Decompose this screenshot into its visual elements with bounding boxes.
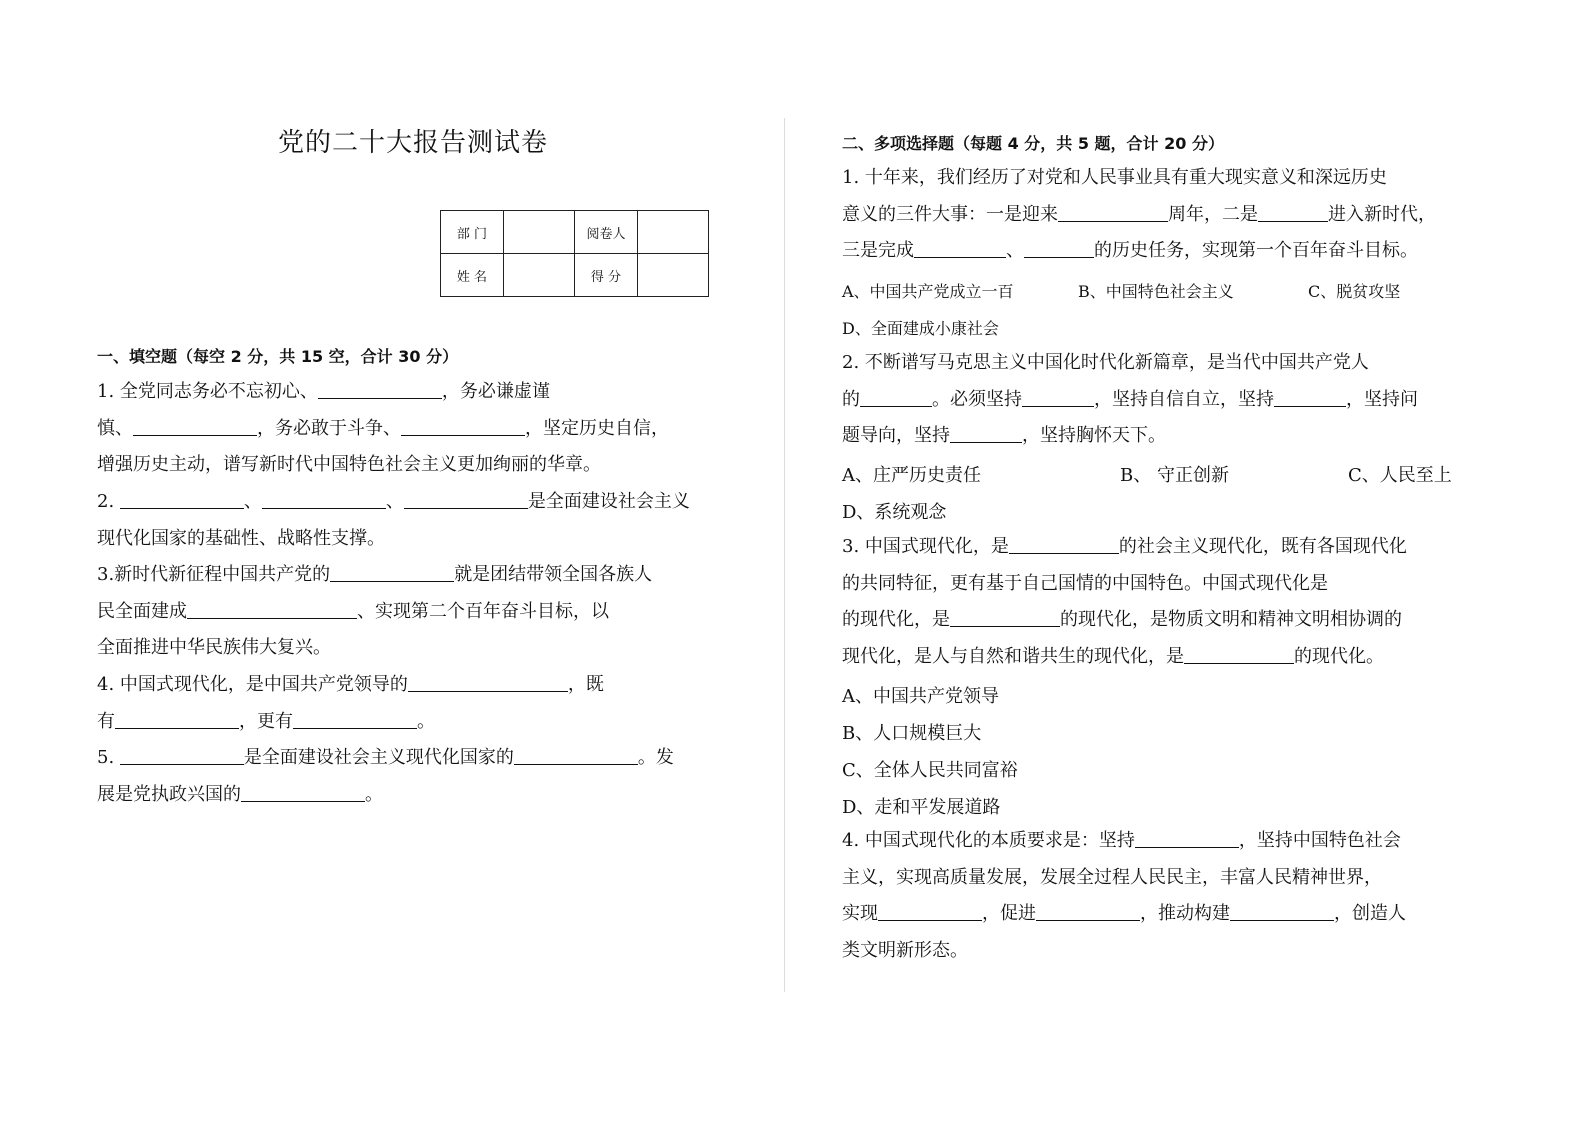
blank[interactable] <box>1009 533 1119 554</box>
choice-question-4: 4. 中国式现代化的本质要求是：坚持 ，坚持中国特色社会 主义，实现高质量发展，发展全过程人民民主，丰富人民精神世界， 实现 ，促进 ，推动构建 ，创造人 类文明新形态。 <box>842 823 1474 969</box>
blank[interactable] <box>120 488 244 509</box>
q3-option-c[interactable]: C、全体人民共同富裕 <box>842 760 1018 781</box>
q1-option-d[interactable]: D、全面建成小康社会 <box>842 319 999 338</box>
q3-option-b[interactable]: B、人口规模巨大 <box>842 723 982 744</box>
blank[interactable] <box>115 708 239 729</box>
blank[interactable] <box>1258 201 1328 222</box>
dept-label: 部 门 <box>441 211 504 254</box>
dept-field[interactable] <box>504 211 575 254</box>
reviewer-field[interactable] <box>638 211 709 254</box>
score-field[interactable] <box>638 254 709 297</box>
blank[interactable] <box>293 708 417 729</box>
blank[interactable] <box>1036 900 1140 921</box>
choice-question-3: 3. 中国式现代化，是 的社会主义现代化，既有各国现代化 的共同特征，更有基于自己国情的中国特色。中国式现代化是 的现代化，是 的现代化，是物质文明和精神文明相协调的 现代化，是人与自然和谐共生的现代化，是 的现代化。 <box>842 529 1474 675</box>
blank[interactable] <box>330 561 454 582</box>
page-title: 党的二十大报告测试卷 <box>277 128 548 158</box>
fill-question-3: 3.新时代新征程中国共产党的 就是团结带领全国各族人 民全面建成 、实现第二个百年奋斗目标，以 全面推进中华民族伟大复兴。 <box>97 557 729 667</box>
fill-question-5: 5. 是全面建设社会主义现代化国家的 。发 展是党执政兴国的 。 <box>97 740 729 813</box>
blank[interactable] <box>1230 900 1334 921</box>
q1-option-a[interactable]: A、中国共产党成立一百 <box>842 282 1014 301</box>
blank[interactable] <box>514 744 638 765</box>
choice-question-2: 2. 不断谱写马克思主义中国化时代化新篇章，是当代中国共产党人 的 。必须坚持 ，坚持自信自立，坚持 ，坚持问 题导向，坚持 ，坚持胸怀天下。 <box>842 352 1418 446</box>
blank[interactable] <box>133 415 257 436</box>
blank[interactable] <box>1024 237 1094 258</box>
section2-heading: 二、多项选择题（每题 4 分，共 5 题，合计 20 分） <box>842 134 1224 153</box>
reviewer-label: 阅卷人 <box>575 211 638 254</box>
fill-question-4: 4. 中国式现代化，是中国共产党领导的 ，既 有 ，更有 。 <box>97 667 729 740</box>
choice-question-1: 1. 十年来，我们经历了对党和人民事业具有重大现实意义和深远历史 意义的三件大事：一是迎来 周年，二是 进入新时代， 三是完成 、 的历史任务，实现第一个百年奋斗目标。 <box>842 167 1436 261</box>
blank[interactable] <box>950 606 1060 627</box>
q3-option-a[interactable]: A、中国共产党领导 <box>842 686 999 707</box>
score-label: 得 分 <box>575 254 638 297</box>
blank[interactable] <box>1022 386 1094 407</box>
blank[interactable] <box>950 422 1022 443</box>
blank[interactable] <box>408 671 568 692</box>
q2-option-a[interactable]: A、庄严历史责任 <box>842 465 981 486</box>
name-label: 姓 名 <box>441 254 504 297</box>
blank[interactable] <box>914 237 1006 258</box>
q3-option-d[interactable]: D、走和平发展道路 <box>842 797 1001 818</box>
q2-option-d[interactable]: D、系统观念 <box>842 502 947 523</box>
q1-option-c[interactable]: C、脱贫攻坚 <box>1308 282 1401 301</box>
blank[interactable] <box>404 488 528 509</box>
blank[interactable] <box>878 900 982 921</box>
blank[interactable] <box>1184 643 1294 664</box>
blank[interactable] <box>262 488 386 509</box>
blank[interactable] <box>120 744 244 765</box>
blank[interactable] <box>187 598 357 619</box>
blank[interactable] <box>1274 386 1346 407</box>
q1-option-b[interactable]: B、中国特色社会主义 <box>1078 282 1234 301</box>
blank[interactable] <box>401 415 525 436</box>
blank[interactable] <box>318 378 442 399</box>
blank[interactable] <box>1058 201 1168 222</box>
section1-heading: 一、填空题（每空 2 分，共 15 空，合计 30 分） <box>97 347 459 366</box>
fill-question-1: 1. 全党同志务必不忘初心、 ，务必谦虚谨 慎、 ，务必敢于斗争、 ，坚定历史自信， 增强历史主动，谱写新时代中国特色社会主义更加绚丽的华章。 <box>97 374 729 484</box>
blank[interactable] <box>1135 827 1239 848</box>
column-divider <box>784 118 785 992</box>
name-field[interactable] <box>504 254 575 297</box>
q2-option-c[interactable]: C、人民至上 <box>1348 465 1452 486</box>
info-table <box>440 210 709 297</box>
fill-question-2: 2. 、 、 是全面建设社会主义 现代化国家的基础性、战略性支撑。 <box>97 484 729 557</box>
blank[interactable] <box>860 386 932 407</box>
q2-option-b[interactable]: B、 守正创新 <box>1120 465 1229 486</box>
blank[interactable] <box>241 781 365 802</box>
